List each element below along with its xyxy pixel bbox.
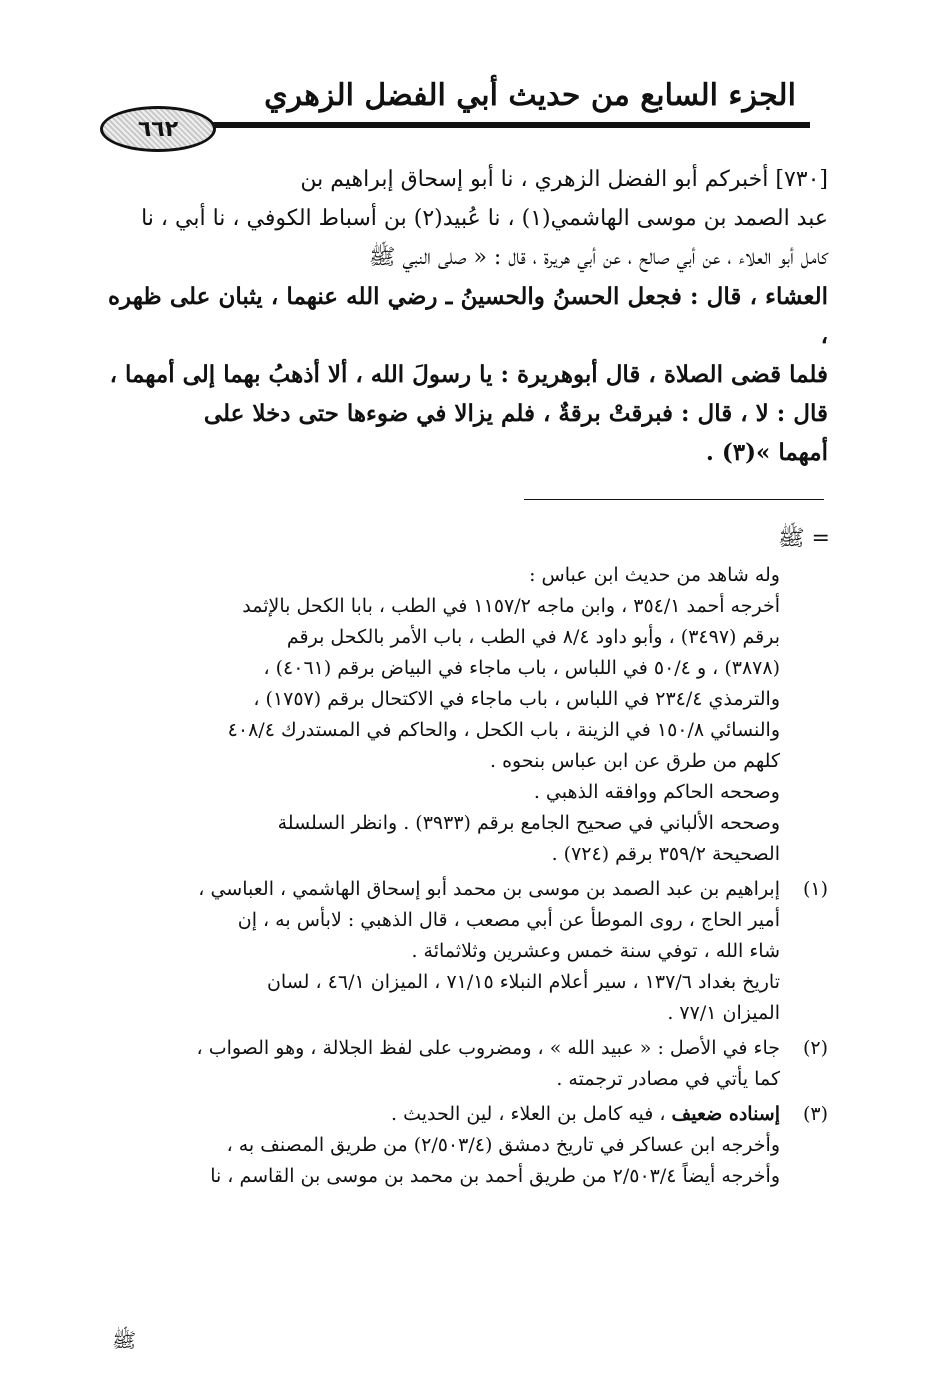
end-mark: ﷺ bbox=[112, 1328, 137, 1352]
footnote-number: (٣) bbox=[802, 1103, 828, 1125]
page-number-badge bbox=[100, 106, 216, 152]
note-line: شاء الله ، توفي سنة خمس وعشرين وثلاثمائة . bbox=[411, 940, 780, 962]
hadith-text bbox=[108, 160, 828, 472]
hadith-bold-line: فلما قضى الصلاة ، قال أبوهريرة : يا رسولَ الله ، ألا أذهبُ بهما إلى أمهما ، bbox=[109, 361, 828, 388]
footnote-1 bbox=[108, 874, 828, 1029]
note-line: تاريخ بغداد ١٣٧/٦ ، سير أعلام النبلاء ٧١/١٥ ، الميزان ٤٦/١ ، لسان bbox=[266, 971, 780, 993]
page-header bbox=[100, 70, 830, 150]
note-line: كما يأتي في مصادر ترجمته . bbox=[556, 1068, 780, 1090]
note-line: جاء في الأصل : « عبيد الله » ، ومضروب على لفظ الجلالة ، وهو الصواب ، bbox=[196, 1037, 780, 1059]
note-line: برقم (٣٤٩٧) ، وأبو داود ٨/٤ في الطب ، باب الأمر بالكحل برقم bbox=[286, 626, 780, 648]
hadith-line: عبد الصمد بن موسى الهاشمي(١) ، نا عُبيد(٢) بن أسباط الكوفي ، نا أبي ، نا bbox=[141, 206, 828, 231]
footnote-separator bbox=[524, 499, 824, 500]
footnote-number: (١) bbox=[802, 878, 828, 900]
hadith-line: كامل أبو العلاء ، عن أبي صالح ، عن أبي هريرة ، قال : « صلى النبي ﷺ bbox=[368, 245, 828, 270]
footnote-3 bbox=[108, 1099, 828, 1192]
note-line: أمير الحاج ، روى الموطأ عن أبي مصعب ، قال الذهبي : لابأس به ، إن bbox=[237, 909, 780, 931]
hadith-line: [٧٣٠] أخبركم أبو الفضل الزهري ، نا أبو إسحاق إبراهيم بن bbox=[300, 167, 828, 192]
note-line: الميزان ٧٧/١ . bbox=[667, 1002, 780, 1024]
note-line: وصححه الألباني في صحيح الجامع برقم (٣٩٣٣) . وانظر السلسلة bbox=[277, 812, 780, 834]
note-line: كلهم من طرق عن ابن عباس بنحوه . bbox=[490, 750, 780, 772]
hadith-bold-line: قال : لا ، قال : فبرقتْ برقةٌ ، فلم يزالا في ضوءها حتى دخلا على bbox=[203, 400, 828, 427]
page-number: ٦٦٢ bbox=[137, 116, 179, 142]
note-lead-rest: ، فيه كامل بن العلاء ، لين الحديث . bbox=[390, 1103, 672, 1125]
footnotes bbox=[108, 560, 828, 1192]
note-bold-lead: إسناده ضعيف bbox=[671, 1103, 780, 1125]
note-line bbox=[108, 1099, 780, 1130]
note-line: والترمذي ٢٣٤/٤ في اللباس ، باب ماجاء في الاكتحال برقم (١٧٥٧) ، bbox=[253, 688, 780, 710]
footnote-2 bbox=[108, 1033, 828, 1095]
note-line: وله شاهد من حديث ابن عباس : bbox=[529, 564, 780, 586]
note-line: أخرجه أحمد ٣٥٤/١ ، وابن ماجه ١١٥٧/٢ في الطب ، بابا الكحل بالإثمد bbox=[242, 595, 780, 617]
title-rule bbox=[210, 122, 810, 128]
note-line: إبراهيم بن عبد الصمد بن موسى بن محمد أبو إسحاق الهاشمي ، العباسي ، bbox=[198, 878, 780, 900]
hadith-bold-line: العشاء ، قال : فجعل الحسنُ والحسينُ ـ رضي الله عنهما ، يثبان على ظهره ، bbox=[108, 283, 828, 349]
note-line: الصحيحة ٣٥٩/٢ برقم (٧٢٤) . bbox=[551, 843, 780, 865]
note-line: وأخرجه أيضاً ٢/٥٠٣/٤ من طريق أحمد بن محمد بن موسى بن القاسم ، نا bbox=[210, 1165, 780, 1187]
note-line: والنسائي ١٥٠/٨ في الزينة ، باب الكحل ، والحاكم في المستدرك ٤٠٨/٤ bbox=[227, 719, 780, 741]
hadith-bold-line: أمهما »(٣) . bbox=[705, 439, 828, 466]
note-line: وأخرجه ابن عساكر في تاريخ دمشق (٢/٥٠٣/٤) من طريق المصنف به ، bbox=[226, 1134, 780, 1156]
note-line: وصححه الحاكم ووافقه الذهبي . bbox=[533, 781, 780, 803]
footnote-number: (٢) bbox=[802, 1037, 828, 1059]
running-title: الجزء السابع من حديث أبي الفضل الزهري bbox=[264, 78, 796, 113]
note-line: (٣٨٧٨) ، و ٥٠/٤ في اللباس ، باب ماجاء في البياض برقم (٤٠٦١) ، bbox=[263, 657, 780, 679]
continuation-mark: = ﷺ bbox=[777, 526, 830, 551]
